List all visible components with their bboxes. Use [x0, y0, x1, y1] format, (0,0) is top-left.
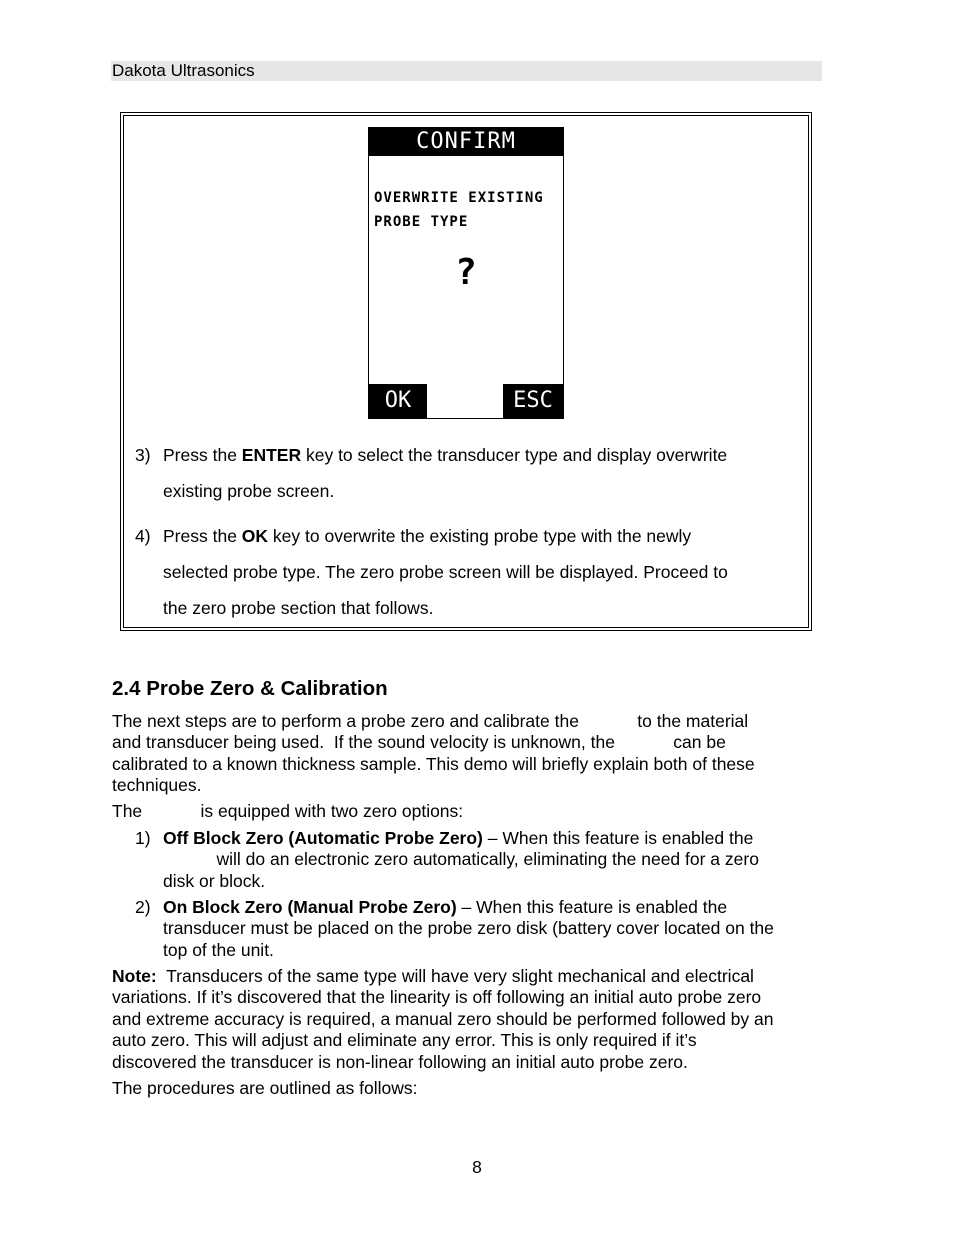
question-mark: ?: [455, 252, 477, 293]
step-text-cont: selected probe type. The zero probe screen will be displayed. Proceed to: [163, 562, 728, 582]
screen-message-line2: PROBE TYPE: [374, 214, 469, 230]
option-title: Off Block Zero (Automatic Probe Zero): [163, 828, 483, 848]
note-line: discovered the transducer is non-linear following an initial auto probe zero.: [112, 1052, 688, 1072]
option-text: [163, 897, 727, 919]
intro-line: and transducer being used. If the sound velocity is unknown, the can be: [112, 732, 726, 752]
esc-button: ESC: [503, 384, 563, 418]
ok-button: OK: [369, 384, 427, 418]
step-number: 4): [135, 526, 151, 546]
step-key: ENTER: [241, 445, 302, 465]
note-line: and extreme accuracy is required, a manual zero should be performed followed by an: [112, 1009, 774, 1029]
step-text-cont: existing probe screen.: [163, 481, 335, 501]
step-text-pre: Press the: [163, 445, 242, 465]
option-text: [163, 828, 753, 850]
closing-line: The procedures are outlined as follows:: [112, 1078, 418, 1098]
intro-line: calibrated to a known thickness sample. This demo will briefly explain both of these: [112, 754, 755, 774]
intro-line: The next steps are to perform a probe zero and calibrate the to the material: [112, 711, 749, 731]
option-title: On Block Zero (Manual Probe Zero): [163, 897, 457, 917]
step-key: OK: [241, 526, 269, 546]
page-number: 8: [472, 1157, 482, 1177]
zero-options-intro: The is equipped with two zero options:: [112, 801, 464, 821]
step-number: 3): [135, 445, 151, 465]
option-text-cont: disk or block.: [163, 871, 266, 891]
step-text: [163, 445, 727, 465]
step-text-pre: Press the: [163, 526, 242, 546]
step-text-post: key to overwrite the existing probe type with the newly: [268, 526, 692, 546]
note-label: Note:: [112, 966, 157, 986]
screen-title: CONFIRM: [369, 128, 563, 156]
note-line: auto zero. This will adjust and eliminate any error. This is only required if it’s: [112, 1030, 697, 1050]
step-text-post: key to select the transducer type and display overwrite: [301, 445, 728, 465]
step-text: [163, 526, 691, 546]
confirm-screen: [368, 127, 564, 419]
note-text: Transducers of the same type will have very slight mechanical and electrical: [156, 966, 754, 986]
note-first-line: [112, 966, 754, 988]
section-heading: 2.4 Probe Zero & Calibration: [112, 677, 388, 700]
option-rest: – When this feature is enabled the: [482, 828, 754, 848]
option-number: 2): [135, 897, 151, 917]
screen-message-line1: OVERWRITE EXISTING: [374, 190, 544, 206]
step-text-cont: the zero probe section that follows.: [163, 598, 434, 618]
option-number: 1): [135, 828, 151, 848]
option-text-cont: transducer must be placed on the probe zero disk (battery cover located on the: [163, 918, 774, 938]
option-rest: – When this feature is enabled the: [456, 897, 728, 917]
note-line: variations. If it’s discovered that the linearity is off following an initial auto probe zero: [112, 987, 762, 1007]
intro-line: techniques.: [112, 775, 202, 795]
option-text-cont: will do an electronic zero automatically, eliminating the need for a zero: [163, 849, 759, 869]
running-header: Dakota Ultrasonics: [111, 61, 822, 81]
option-text-cont: top of the unit.: [163, 940, 274, 960]
